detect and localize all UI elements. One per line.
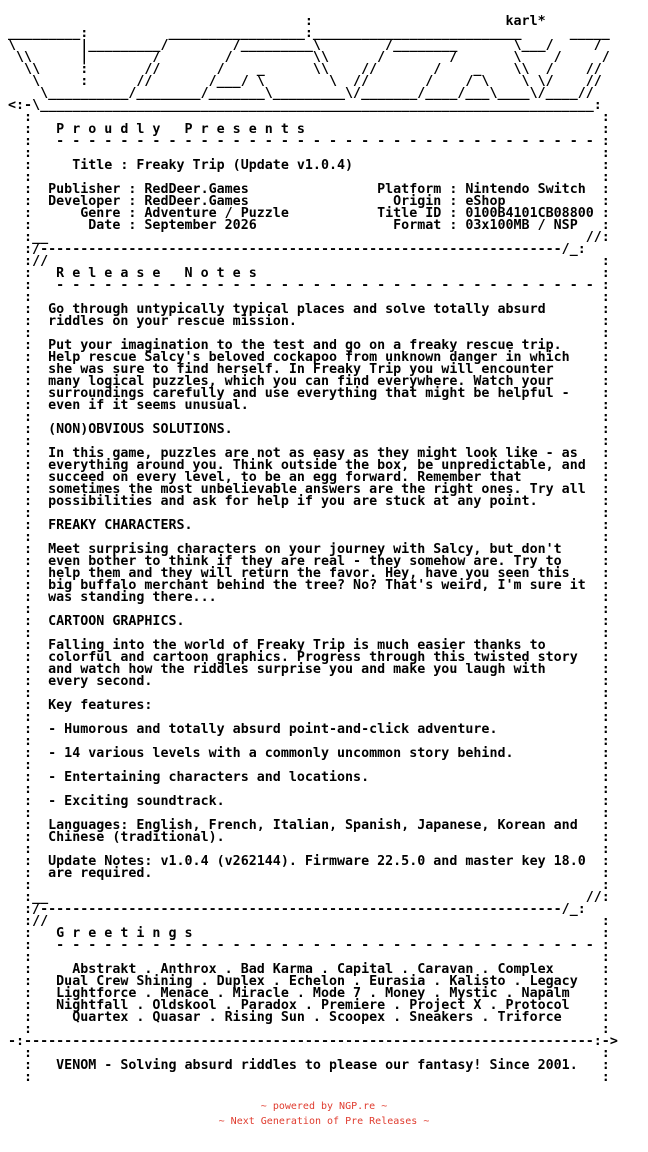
- footer-tagline: ~ Next Generation of Pre Releases ~: [218, 1116, 430, 1127]
- nfo-line: : :: [8, 326, 610, 341]
- nfo-line: : Key features: :: [8, 698, 610, 713]
- nfo-line: : succeed on every level, to be an egg forward. Remember that :: [8, 470, 610, 485]
- footer-powered-by: ~ powered by NGP.re ~: [260, 1101, 388, 1112]
- nfo-line: : R e l e a s e N o t e s :: [8, 266, 610, 281]
- nfo-line: : sometimes the most unbelievable answers are the right ones. Try all :: [8, 482, 610, 497]
- nfo-line: : :: [8, 110, 610, 125]
- nfo-line: : :: [8, 878, 610, 893]
- nfo-line: : :: [8, 1022, 610, 1037]
- nfo-line: \\ : // / _ \\ // / _ \\ / //: [8, 62, 602, 77]
- nfo-line: : - Exciting soundtrack. :: [8, 794, 610, 809]
- nfo-line: :// :: [8, 254, 610, 269]
- nfo-line: : possibilities and ask for help if you are stuck at any point. :: [8, 494, 610, 509]
- nfo-line: : help them and they will return the favor. Hey, have you seen this :: [8, 566, 610, 581]
- nfo-line: : - 14 various levels with a commonly uncommon story behind. :: [8, 746, 610, 761]
- nfo-line: : even if it seems unusual. :: [8, 398, 610, 413]
- nfo-line: : CARTOON GRAPHICS. :: [8, 614, 610, 629]
- nfo-line: : surroundings carefully and use everything that might be helpful - :: [8, 386, 610, 401]
- nfo-line: : karl*: [8, 14, 546, 29]
- nfo-line: : :: [8, 686, 610, 701]
- nfo-line: : - Entertaining characters and locations. :: [8, 770, 610, 785]
- nfo-line: -:-----------------------------------------------------------------------:->: [8, 1034, 618, 1049]
- nfo-line: : Developer : RedDeer.Games Origin : eShop :: [8, 194, 610, 209]
- nfo-text: [8, 16, 618, 1084]
- nfo-line: : Abstrakt . Anthrox . Bad Karma . Capital . Caravan . Complex :: [8, 962, 610, 977]
- nfo-line: \\ | / / \\ / / \ / /: [8, 50, 610, 65]
- nfo-line: : In this game, puzzles are not as easy as they might look like - as :: [8, 446, 610, 461]
- nfo-line: : - - - - - - - - - - - - - - - - - - - - - - - - - - - - - - - - - - :: [8, 134, 610, 149]
- nfo-line: : - - - - - - - - - - - - - - - - - - - - - - - - - - - - - - - - - - :: [8, 278, 610, 293]
- nfo-line: : many logical puzzles, which you can find everywhere. Watch your :: [8, 374, 610, 389]
- nfo-line: : Help rescue Salcy's beloved cockapoo from unknown danger in which :: [8, 350, 610, 365]
- nfo-line: :// :: [8, 914, 610, 929]
- nfo-line: : everything around you. Think outside the box, be unpredictable, and :: [8, 458, 610, 473]
- nfo-line: : :: [8, 734, 610, 749]
- nfo-line: :__ //:: [8, 230, 610, 245]
- nfo-line: \__________/________/_______\_________\/_______/____/___\____\/____//: [8, 86, 594, 101]
- nfo-line: : VENOM - Solving absurd riddles to please our fantasy! Since 2001. :: [8, 1058, 610, 1073]
- nfo-line: : was standing there... :: [8, 590, 610, 605]
- nfo-line: :__ //:: [8, 890, 610, 905]
- nfo-line: : Lightforce . Menace . Miracle . Mode 7 . Money . Mystic . Napalm :: [8, 986, 610, 1001]
- nfo-line: : :: [8, 170, 610, 185]
- nfo-line: : :: [8, 410, 610, 425]
- nfo-line: : :: [8, 782, 610, 797]
- nfo-line: : - Humorous and totally absurd point-and-click adventure. :: [8, 722, 610, 737]
- nfo-line: : and watch how the riddles surprise you and make you laugh with :: [8, 662, 610, 677]
- nfo-line: : (NON)OBVIOUS SOLUTIONS. :: [8, 422, 610, 437]
- nfo-line: : :: [8, 806, 610, 821]
- nfo-line: : she was sure to find herself. In Freaky Trip you will encounter :: [8, 362, 610, 377]
- nfo-line: : Put your imagination to the test and go on a freaky rescue trip. :: [8, 338, 610, 353]
- nfo-line: : Chinese (traditional). :: [8, 830, 610, 845]
- nfo-line: : P r o u d l y P r e s e n t s :: [8, 122, 610, 137]
- nfo-line: : G r e e t i n g s :: [8, 926, 610, 941]
- nfo-line: : :: [8, 842, 610, 857]
- nfo-line: :/-----------------------------------------------------------------/_:: [8, 242, 586, 257]
- nfo-line: : riddles on your rescue mission. :: [8, 314, 610, 329]
- nfo-line: : Meet surprising characters on your journey with Salcy, but don't :: [8, 542, 610, 557]
- nfo-line: : Go through untypically typical places and solve totally absurd :: [8, 302, 610, 317]
- nfo-line: : :: [8, 1070, 610, 1085]
- nfo-line: : :: [8, 290, 610, 305]
- nfo-line: _________: _________________:__________________________ _____: [8, 26, 610, 41]
- nfo-line: : Genre : Adventure / Puzzle Title ID : 0100B4101CB08800 :: [8, 206, 610, 221]
- nfo-line: : :: [8, 758, 610, 773]
- nfo-line: : Quartex . Quasar . Rising Sun . Scoopex . Sneakers . Triforce :: [8, 1010, 610, 1025]
- nfo-line: : Publisher : RedDeer.Games Platform : Nintendo Switch :: [8, 182, 610, 197]
- nfo-line: :/-----------------------------------------------------------------/_:: [8, 902, 586, 917]
- nfo-line: : :: [8, 626, 610, 641]
- nfo-line: : Falling into the world of Freaky Trip is much easier thanks to :: [8, 638, 610, 653]
- nfo-line: : every second. :: [8, 674, 610, 689]
- nfo-line: : colorful and cartoon graphics. Progress through this twisted story :: [8, 650, 610, 665]
- nfo-line: : Dual Crew Shining . Duplex . Echelon . Eurasia . Kalisto . Legacy :: [8, 974, 610, 989]
- nfo-line: : :: [8, 950, 610, 965]
- nfo-line: : Update Notes: v1.0.4 (v262144). Firmware 22.5.0 and master key 18.0 :: [8, 854, 610, 869]
- nfo-line: : :: [8, 1046, 610, 1061]
- nfo-line: : :: [8, 146, 610, 161]
- nfo-line: : are required. :: [8, 866, 610, 881]
- nfo-line: : :: [8, 506, 610, 521]
- nfo-line: : :: [8, 710, 610, 725]
- nfo-line: : :: [8, 602, 610, 617]
- nfo-line: <:-\_____________________________________________________________________:: [8, 98, 602, 113]
- nfo-line: : Nightfall . Oldskool . Paradox . Premiere . Project X . Protocol :: [8, 998, 610, 1013]
- nfo-line: : - - - - - - - - - - - - - - - - - - - - - - - - - - - - - - - - - - :: [8, 938, 610, 953]
- nfo-line: : Languages: English, French, Italian, Spanish, Japanese, Korean and :: [8, 818, 610, 833]
- nfo-line: : Title : Freaky Trip (Update v1.0.4) :: [8, 158, 610, 173]
- nfo-line: \ : // /___/ \ \ // / / \ \ \/ //: [8, 74, 602, 89]
- nfo-line: \ |_________/ /_________\ /________ \___/ /: [8, 38, 602, 53]
- nfo-line: : big buffalo merchant behind the tree? No? That's weird, I'm sure it :: [8, 578, 610, 593]
- nfo-line: : :: [8, 434, 610, 449]
- nfo-line: : Date : September 2026 Format : 03x100MB / NSP :: [8, 218, 610, 233]
- nfo-line: : FREAKY CHARACTERS. :: [8, 518, 610, 533]
- nfo-line: : even bother to think if they are real - they somehow are. Try to :: [8, 554, 610, 569]
- nfo-line: : :: [8, 530, 610, 545]
